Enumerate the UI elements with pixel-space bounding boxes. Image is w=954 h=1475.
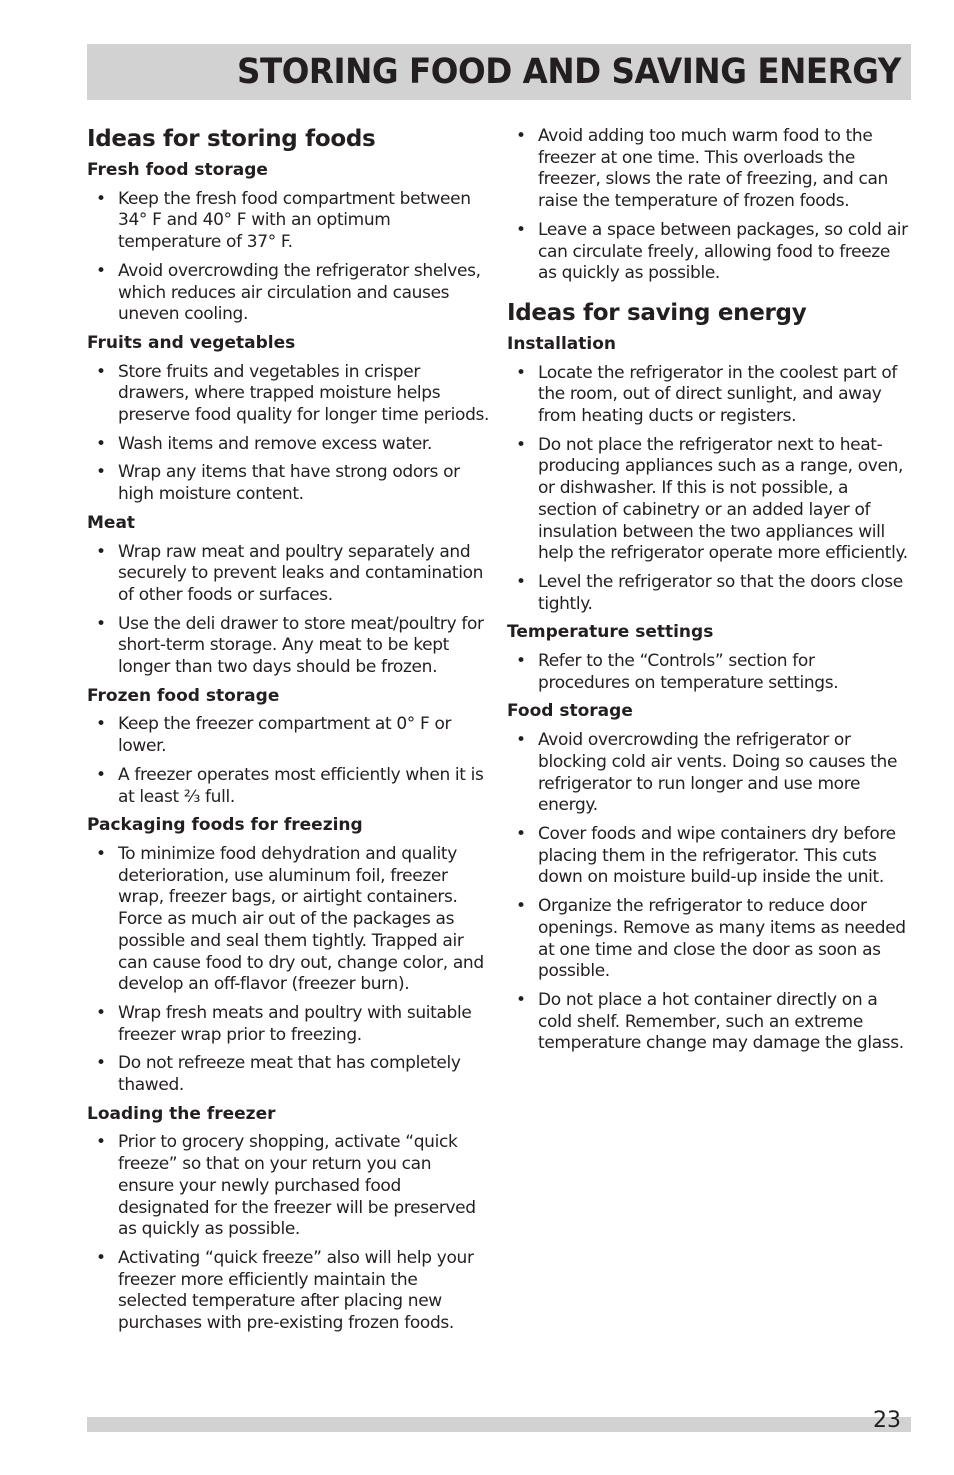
list-item [507, 435, 911, 565]
list-item-text: Locate the refrigerator in the coolest part of the room, out of direct sunlight, and away from heating ducts or registers. [538, 362, 898, 427]
list-item [87, 1053, 491, 1096]
bullet-icon: • [516, 896, 526, 917]
list-item-text: A freezer operates most efficiently when it is at least ⅔ full. [118, 764, 484, 807]
list-item [507, 572, 911, 615]
bullet-list [87, 844, 491, 1097]
bullet-icon: • [96, 1002, 106, 1023]
bullet-icon: • [96, 613, 106, 634]
bullet-icon: • [516, 989, 526, 1010]
bullet-icon: • [96, 843, 106, 864]
page-header-bar [87, 44, 911, 100]
bullet-list [87, 714, 491, 808]
list-item [507, 824, 911, 889]
list-item [87, 462, 491, 505]
list-item-text: Leave a space between packages, so cold air can circulate freely, allowing food to freeze as quickly as possible. [538, 219, 908, 284]
subheading: Food storage [507, 701, 633, 722]
page-title: STORING FOOD AND SAVING ENERGY [237, 52, 901, 92]
bullet-icon: • [96, 1053, 106, 1074]
list-item-text: Store fruits and vegetables in crisper drawers, where trapped moisture helps preserve food quality for longer time periods. [118, 361, 490, 426]
bullet-icon: • [96, 433, 106, 454]
list-item [507, 363, 911, 428]
list-item [87, 434, 491, 456]
list-item [507, 651, 911, 694]
list-item-text: To minimize food dehydration and quality deterioration, use aluminum foil, freezer wrap, freezer bags, or airtight containers. Force as much air out of the packages as possible and seal them tightly. Trapped air can cause food to dry out, change color, and develop an off-flavor (freezer burn). [118, 843, 484, 995]
page-footer-bar [87, 1408, 911, 1433]
list-item-text: Level the refrigerator so that the doors close tightly. [538, 571, 903, 614]
list-item-text: Wash items and remove excess water. [118, 433, 433, 454]
list-item-text: Prior to grocery shopping, activate “quick freeze” so that on your return you can ensure your newly purchased food designated for the freezer will be preserved as quickly as possible. [118, 1132, 476, 1240]
bullet-icon: • [96, 541, 106, 562]
list-item [87, 765, 491, 808]
subheading: Loading the freezer [87, 1103, 276, 1124]
bullet-icon: • [516, 434, 526, 455]
list-item [87, 542, 491, 607]
list-item-text: Do not place a hot container directly on a cold shelf. Remember, such an extreme temperature change may damage the glass. [538, 989, 904, 1054]
list-item-text: Use the deli drawer to store meat/poultry for short-term storage. Any meat to be kept longer than two days should be frozen. [118, 613, 484, 678]
subheading: Fresh food storage [87, 160, 268, 180]
bullet-icon: • [516, 730, 526, 751]
list-item [87, 614, 491, 679]
right-column [507, 126, 911, 1062]
bullet-icon: • [96, 1247, 106, 1268]
section [507, 126, 911, 285]
list-item [87, 1003, 491, 1046]
list-item [87, 844, 491, 996]
list-item-text: Do not refreeze meat that has completely thawed. [118, 1053, 461, 1096]
section-heading: Ideas for saving energy [507, 299, 807, 326]
left-column [87, 124, 491, 1342]
list-item-text: Organize the refrigerator to reduce door openings. Remove as many items as needed at one time and close the door as soon as possible. [538, 896, 906, 982]
subheading: Temperature settings [507, 622, 714, 643]
list-item-text: Avoid adding too much warm food to the freezer at one time. This overloads the freezer, slows the rate of freezing, and can raise the temperature of frozen foods. [538, 126, 888, 212]
list-item-text: Keep the fresh food compartment between 34° F and 40° F with an optimum temperature of 37° F. [118, 188, 471, 253]
bullet-icon: • [96, 462, 106, 483]
subheading: Meat [87, 512, 136, 533]
bullet-list [507, 651, 911, 694]
section [87, 124, 491, 1335]
list-item [87, 261, 491, 326]
bullet-icon: • [516, 651, 526, 672]
list-item-text: Wrap any items that have strong odors or high moisture content. [118, 462, 460, 505]
bullet-icon: • [516, 362, 526, 383]
list-item [87, 189, 491, 254]
section-heading: Ideas for storing foods [87, 126, 376, 152]
bullet-icon: • [516, 823, 526, 844]
list-item-text: Avoid overcrowding the refrigerator or blocking cold air vents. Doing so causes the refrigerator to run longer and use more energy. [538, 730, 898, 816]
subheading: Frozen food storage [87, 685, 280, 706]
bullet-icon: • [96, 714, 106, 735]
page-number: 23 [873, 1408, 901, 1433]
list-item [507, 220, 911, 285]
bullet-list [507, 730, 911, 1055]
list-item-text: Wrap fresh meats and poultry with suitable freezer wrap prior to freezing. [118, 1002, 472, 1045]
list-item [87, 362, 491, 427]
bullet-icon: • [96, 764, 106, 785]
subheading: Fruits and vegetables [87, 332, 296, 353]
list-item [507, 896, 911, 983]
section [507, 298, 911, 1055]
list-item-text: Do not place the refrigerator next to heat-producing appliances such as a range, oven, or dishwasher. If this is not possible, a section of cabinetry or an added layer of insulation between the two appliances will help the refrigerator operate more efficiently. [538, 434, 908, 564]
bullet-list [87, 1132, 491, 1334]
bullet-icon: • [96, 188, 106, 209]
list-item [507, 730, 911, 817]
list-item [87, 1248, 491, 1335]
list-item-text: Cover foods and wipe containers dry before placing them in the refrigerator. This cuts down on moisture build-up inside the unit. [538, 823, 896, 888]
list-item-text: Activating “quick freeze” also will help your freezer more efficiently maintain the selected temperature after placing new purchases with pre-existing frozen foods. [118, 1247, 474, 1334]
bullet-list [87, 542, 491, 679]
bullet-list [507, 363, 911, 616]
list-item-text: Wrap raw meat and poultry separately and securely to prevent leaks and contamination of other foods or surfaces. [118, 541, 484, 605]
list-item-text: Keep the freezer compartment at 0° F or lower. [118, 714, 452, 757]
list-item [507, 126, 911, 213]
list-item-text: Refer to the “Controls” section for procedures on temperature settings. [538, 651, 839, 693]
subheading: Packaging foods for freezing [87, 815, 363, 836]
bullet-icon: • [96, 1132, 106, 1153]
bullet-icon: • [516, 126, 526, 146]
bullet-list [87, 189, 491, 326]
list-item [87, 714, 491, 757]
list-item-text: Avoid overcrowding the refrigerator shelves, which reduces air circulation and causes uneven cooling. [118, 260, 481, 325]
list-item [87, 1132, 491, 1241]
bullet-icon: • [516, 571, 526, 592]
bullet-list [507, 126, 911, 285]
bullet-list [87, 362, 491, 506]
subheading: Installation [507, 333, 617, 354]
bullet-icon: • [516, 219, 526, 240]
list-item [507, 990, 911, 1055]
bullet-icon: • [96, 361, 106, 382]
bullet-icon: • [96, 260, 106, 281]
